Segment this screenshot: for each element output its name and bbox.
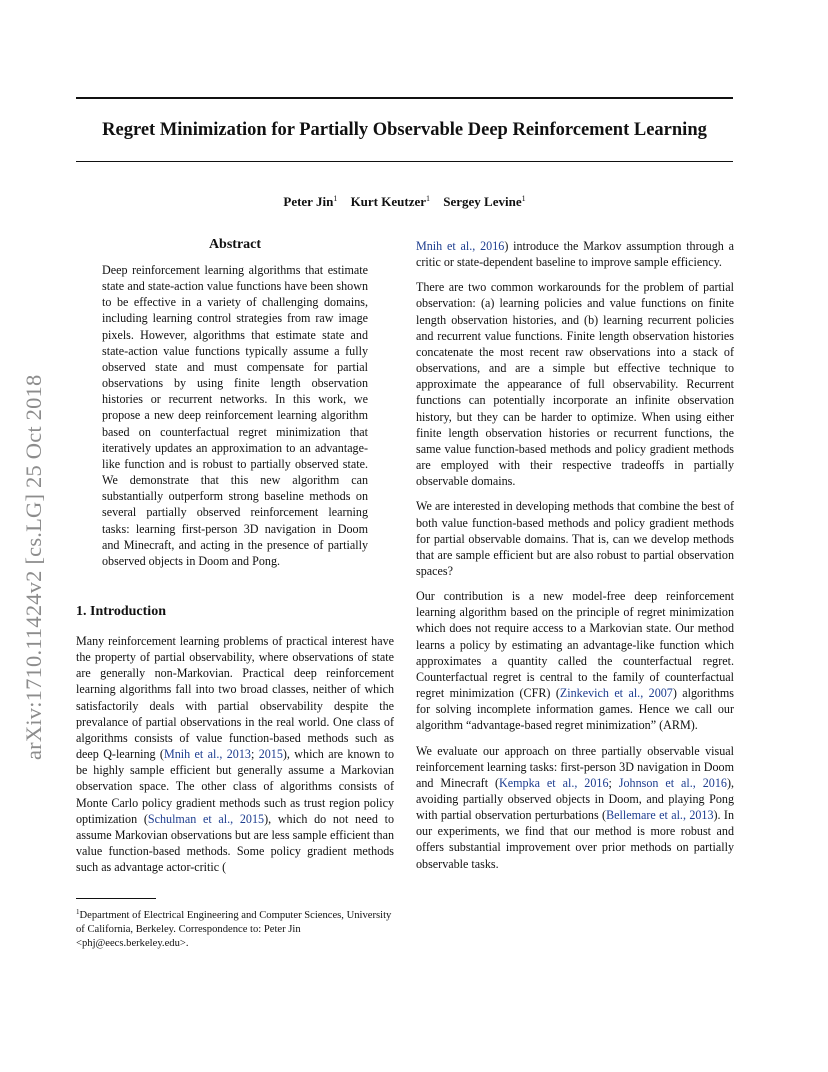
arxiv-stamp: arXiv:1710.11424v2 [cs.LG] 25 Oct 2018 xyxy=(21,374,46,760)
text-run: ), which do not need to assume Markovian observations but are less sample efficient than value function-based methods. Some policy gradient methods such as advantage actor-critic ( xyxy=(76,811,394,875)
footnote xyxy=(76,898,394,951)
author xyxy=(351,194,430,209)
intro-paragraph-3: We are interested in developing methods that combine the best of both value function-based methods and policy gradient methods for partial observable domains. That is, can we develop methods that are sample efficient but are also robust to partial observation spaces? xyxy=(416,499,734,578)
footnote-mark: 1 xyxy=(76,908,80,916)
text-run: ). In our experiments, we find that our method is more robust and offers substantial improvement over prior methods on partially observable tasks. xyxy=(416,808,735,871)
left-column xyxy=(76,236,394,875)
text-run: Our contribution is a new model-free deep reinforcement learning algorithm based on the principle of regret minimization which does not require access to a Markovian state. Our method learns a policy by estimating an advantage-like function which approximates a quantity called the counterfactual regret. Counterfactual regret is central to the family of counterfactual regret minimization (CFR) ( xyxy=(416,589,734,701)
citation-link[interactable]: Mnih et al., 2013 xyxy=(163,747,251,762)
text-run: ), avoiding partially observed objects in Doom, and playing Pong with partial observation perturbations ( xyxy=(416,775,734,823)
author-list xyxy=(76,190,733,211)
citation-link[interactable]: Johnson et al., 2016 xyxy=(618,775,727,790)
intro-paragraph-5 xyxy=(416,743,734,872)
footnote-rule xyxy=(76,898,156,899)
intro-paragraph-4 xyxy=(416,588,734,733)
citation-link[interactable]: Schulman et al., 2015 xyxy=(147,811,265,826)
citation-link[interactable]: Bellemare et al., 2013 xyxy=(606,808,714,823)
text-run: ; xyxy=(608,775,619,790)
text-run: We evaluate our approach on three partially observable visual reinforcement learning tasks: first-person 3D navigation in Doom and Minecraft ( xyxy=(416,743,734,790)
citation-link[interactable]: Mnih et al., 2016 xyxy=(416,239,505,253)
right-column xyxy=(416,238,734,872)
footnote-text xyxy=(76,905,394,951)
author-name: Sergey Levine xyxy=(443,194,522,209)
author-name: Peter Jin xyxy=(283,194,334,209)
paper-title: Regret Minimization for Partially Observable Deep Reinforcement Learning xyxy=(102,120,707,140)
title-rule-bottom xyxy=(76,161,733,162)
citation-link[interactable]: Zinkevich et al., 2007 xyxy=(559,686,673,701)
text-run: ), which are known to be highly sample efficient but generally assume a Markovian observation space. The other class of algorithms consists of Monte Carlo policy gradient methods such as trust region policy optimization ( xyxy=(76,747,395,826)
intro-paragraph-1 xyxy=(76,633,394,875)
abstract-heading: Abstract xyxy=(208,237,262,252)
author-name: Kurt Keutzer xyxy=(350,194,427,209)
citation-link[interactable]: Kempka et al., 2016 xyxy=(499,775,609,790)
affiliation-mark: 1 xyxy=(333,194,338,203)
text-run: Many reinforcement learning problems of practical interest have the property of partial observability, where observations of state are generally non-Markovian. Practical deep reinforcement learning algorithms fall into two broad classes, neither of which satisfactorily deals with partial observability despite the prevalance of partial observations in the real world. One class of algorithms consists of value function-based methods such as deep Q-learning ( xyxy=(76,633,394,762)
text-run: ) algorithms for solving incomplete information games. Hence we call our algorithm “advantage-based regret minimization” (ARM). xyxy=(416,686,735,733)
text-run: ; xyxy=(250,747,259,762)
citation-link[interactable]: 2015 xyxy=(258,747,283,762)
text-run: ) introduce the Markov assumption through a critic or state-dependent baseline to improve sample efficiency. xyxy=(416,239,734,270)
intro-paragraph-2: There are two common workarounds for the problem of partial observation: (a) learning policies and value functions on finite length observation histories, and (b) learning recurrent policies and recurrent value functions. Finite length observation histories concatenate the most recent raw observations into a stack of observations, and are a simple but effective technique to approximate the appearance of full observability. Recurrent functions can potentially incorporate an infinite observation history, but they can be harder to optimize. When using either finite length observation histories or recurrent functions, the same value function-based methods and policy gradient methods are employed with their respective tradeoffs in partially observable domains. xyxy=(416,280,734,489)
affiliation-mark: 1 xyxy=(426,194,431,203)
author xyxy=(283,194,337,209)
author xyxy=(443,194,525,209)
abstract-text: Deep reinforcement learning algorithms that estimate state and state-action value functions have been shown to be effective in a variety of challenging domains, including learning control strategies from raw image pixels. However, algorithms that estimate state and state-action value functions typically assume a fully observed state and must compensate for partial observations by using finite length observation histories or recurrent networks. In this work, we propose a new deep reinforcement learning algorithm based on counterfactual regret minimization that iteratively updates an approximation to an advantage-like function and is robust to partially observed state. We demonstrate that this new algorithm can substantially outperform strong baseline methods on several partially observed reinforcement learning tasks: learning first-person 3D navigation in Doom and Minecraft, and acting in the presence of partially observed objects in Doom and Pong. xyxy=(102,263,368,568)
section-heading-introduction: 1. Introduction xyxy=(76,603,166,619)
footnote-body: Department of Electrical Engineering and Computer Sciences, University of California, Berkeley. Correspondence to: Peter Jin <phj@eecs.berkeley.edu>. xyxy=(76,910,392,949)
affiliation-mark: 1 xyxy=(521,194,526,203)
title-rule-top xyxy=(76,97,733,99)
intro-paragraph-1-continued xyxy=(416,238,734,270)
